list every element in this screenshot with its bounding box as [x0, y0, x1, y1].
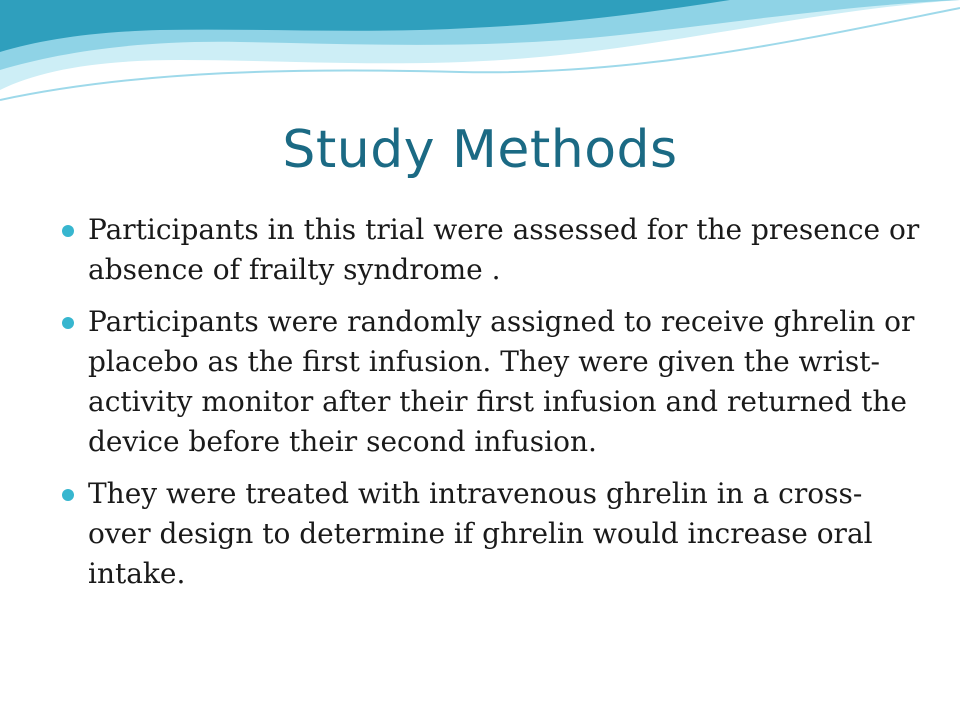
- bullet-item: [60, 474, 920, 594]
- bullet-icon: [62, 225, 74, 237]
- bullet-text: They were treated with intravenous ghrelin in a cross-over design to determine if ghrelin would increase oral intake.: [88, 477, 873, 590]
- bullet-icon: [62, 489, 74, 501]
- bullet-list: [60, 210, 920, 606]
- bullet-text: Participants were randomly assigned to receive ghrelin or placebo as the first infusion. They were given the wrist-activity monitor after their first infusion and returned the device before their second infusion.: [88, 305, 915, 458]
- bullet-item: [60, 302, 920, 462]
- bullet-item: [60, 210, 920, 290]
- bullet-icon: [62, 317, 74, 329]
- slide-title: Study Methods: [282, 120, 678, 180]
- header-wave-decoration: [0, 0, 960, 120]
- bullet-text: Participants in this trial were assessed for the presence or absence of frailty syndrome .: [88, 213, 920, 286]
